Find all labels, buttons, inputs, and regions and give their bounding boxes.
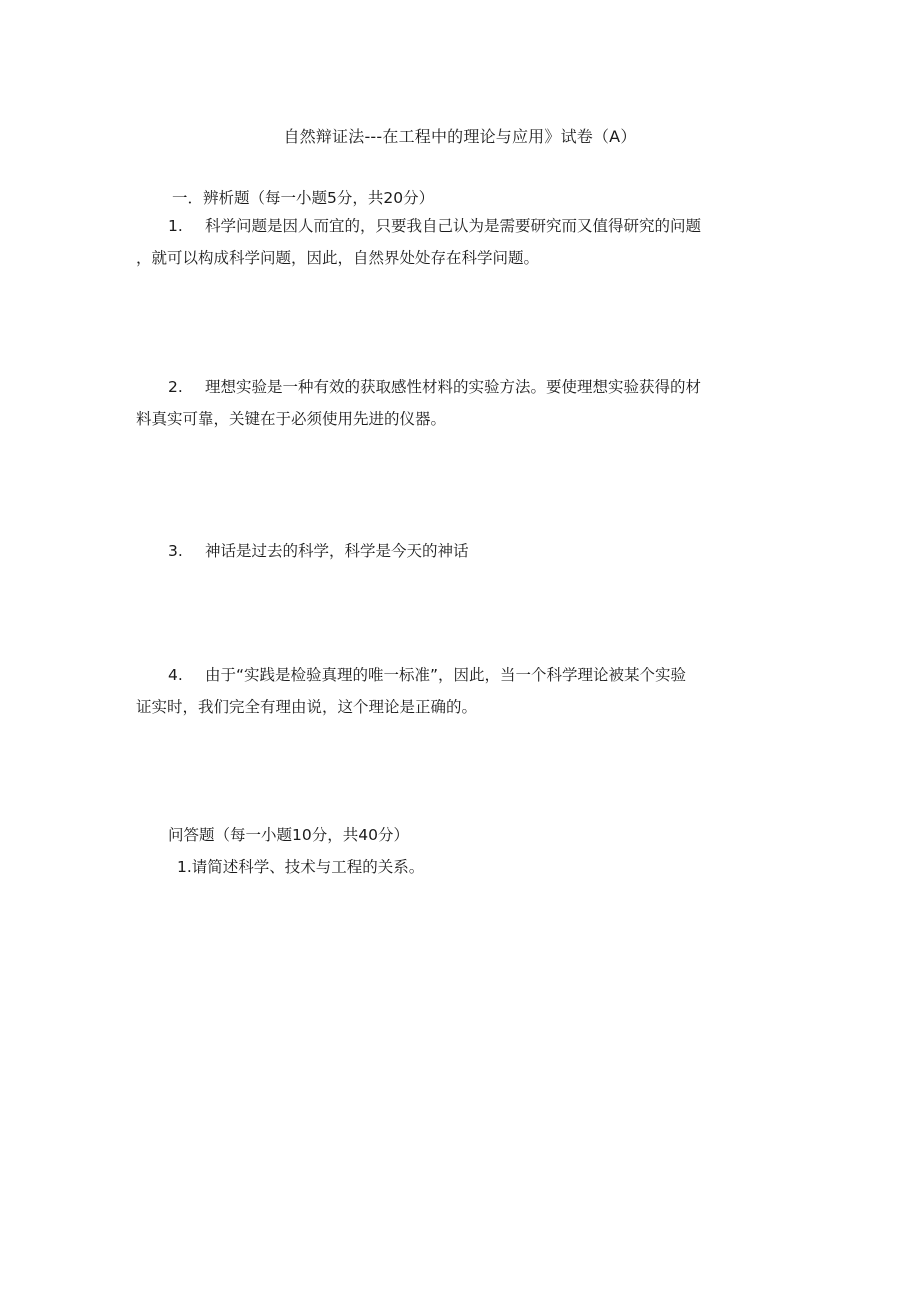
question-number: 1.	[168, 217, 183, 235]
section-heading-essay: 问答题（每一小题10分，共40分）	[168, 826, 409, 844]
question-text-line1: 理想实验是一种有效的获取感性材料的实验方法。要使理想实验获得的材	[205, 378, 702, 396]
question-text-line2: 料真实可靠，关键在于必须使用先进的仪器。	[136, 410, 447, 428]
question-number: 3.	[168, 542, 183, 560]
question-text-line2: ，就可以构成科学问题，因此，自然界处处存在科学问题。	[136, 249, 540, 267]
question-text-line1: 科学问题是因人而宜的，只要我自己认为是需要研究而又值得研究的问题	[205, 217, 702, 235]
analysis-question-1	[136, 210, 766, 274]
question-text-line1: 由于“实践是检验真理的唯一标准”，因此，当一个科学理论被某个实验	[205, 666, 687, 684]
question-text-line2: 证实时，我们完全有理由说，这个理论是正确的。	[136, 698, 478, 716]
question-number: 2.	[168, 378, 183, 396]
question-text-line1: 神话是过去的科学，科学是今天的神话	[205, 542, 469, 560]
exam-title: 自然辩证法---在工程中的理论与应用》试卷（A）	[283, 127, 637, 146]
analysis-question-4	[136, 659, 766, 723]
analysis-question-2	[136, 371, 766, 435]
analysis-question-3	[136, 535, 766, 567]
essay-question-1: 1.请简述科学、技术与工程的关系。	[177, 858, 425, 876]
section-heading-analysis: 一．辨析题（每一小题5分，共20分）	[172, 189, 435, 207]
question-number: 4.	[168, 666, 183, 684]
